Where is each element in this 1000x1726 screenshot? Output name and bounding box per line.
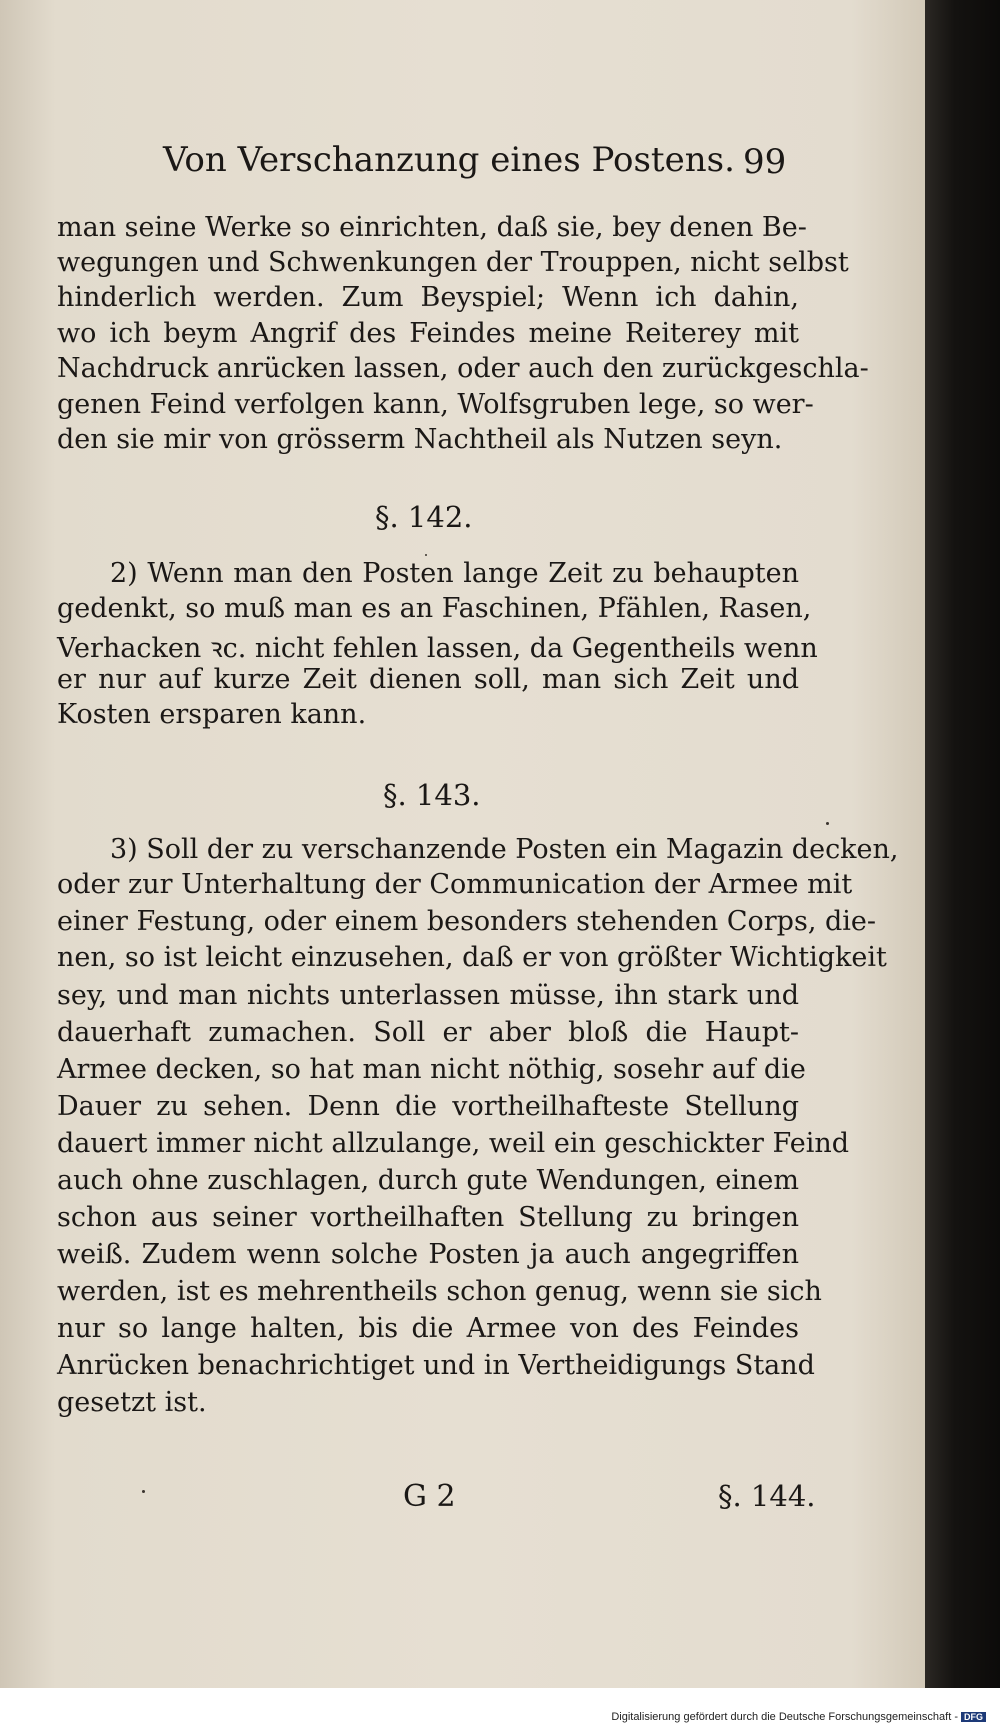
text-line: Verhacken ꝛc. nicht fehlen lassen, da Gegentheils wenn [57,633,818,664]
page-number: 99 [743,142,787,182]
digitization-credit [611,1711,986,1723]
text-line: weiß. Zudem wenn solche Posten ja auch angegriffen [57,1239,799,1270]
text-line: Dauer zu sehen. Denn die vortheilhafteste Stellung [57,1091,799,1122]
text-line: 3) Soll der zu verschanzende Posten ein Magazin decken, [110,834,899,865]
text-line: Kosten ersparen kann. [57,699,367,730]
text-line: Anrücken benachrichtiget und in Vertheidigungs Stand [57,1350,815,1381]
text-line: man seine Werke so einrichten, daß sie, bey denen Be- [57,212,807,243]
text-line: dauerhaft zumachen. Soll er aber bloß die Haupt- [57,1017,799,1048]
text-line: er nur auf kurze Zeit dienen soll, man sich Zeit und [57,664,799,695]
text-line: 2) Wenn man den Posten lange Zeit zu behaupten [110,558,799,589]
text-line: oder zur Unterhaltung der Communication der Armee mit [57,869,853,900]
text-line: auch ohne zuschlagen, durch gute Wendungen, einem [57,1165,799,1196]
section-heading-142: §. 142. [375,500,473,534]
paper-speck [425,554,427,556]
paper-speck [142,1490,145,1493]
text-line: hinderlich werden. Zum Beyspiel; Wenn ich dahin, [57,282,799,313]
text-line: wegungen und Schwenkungen der Trouppen, nicht selbst [57,247,849,278]
signature-mark: G 2 [403,1479,456,1514]
text-line: Armee decken, so hat man nicht nöthig, sosehr auf die [57,1054,806,1085]
text-line: einer Festung, oder einem besonders stehenden Corps, die- [57,906,877,937]
text-line: genen Feind verfolgen kann, Wolfsgruben lege, so wer- [57,389,814,420]
text-line: gedenkt, so muß man es an Faschinen, Pfählen, Rasen, [57,593,812,624]
catchword: §. 144. [718,1479,816,1513]
digitization-credit-text: Digitalisierung gefördert durch die Deutsche Forschungsgemeinschaft - [611,1711,958,1723]
section-heading-143: §. 143. [383,778,481,812]
text-line: nur so lange halten, bis die Armee von des Feindes [57,1313,799,1344]
text-line: wo ich beym Angrif des Feindes meine Reiterey mit [57,318,799,349]
text-line: gesetzt ist. [57,1387,207,1418]
paper-speck [826,822,829,825]
text-line: nen, so ist leicht einzusehen, daß er von größter Wichtigkeit [57,942,887,973]
text-line: werden, ist es mehrentheils schon genug, wenn sie sich [57,1276,822,1307]
text-line: Nachdruck anrücken lassen, oder auch den zurückgeschla- [57,353,869,384]
page-edge-shadow [925,0,1000,1688]
text-line: schon aus seiner vortheilhaften Stellung zu bringen [57,1202,799,1233]
text-line: sey, und man nichts unterlassen müsse, ihn stark und [57,980,799,1011]
running-head-title: Von Verschanzung eines Postens. [163,140,735,180]
dfg-badge: DFG [961,1712,986,1722]
text-line: dauert immer nicht allzulange, weil ein geschickter Feind [57,1128,850,1159]
text-line: den sie mir von grösserm Nachtheil als Nutzen seyn. [57,424,783,455]
